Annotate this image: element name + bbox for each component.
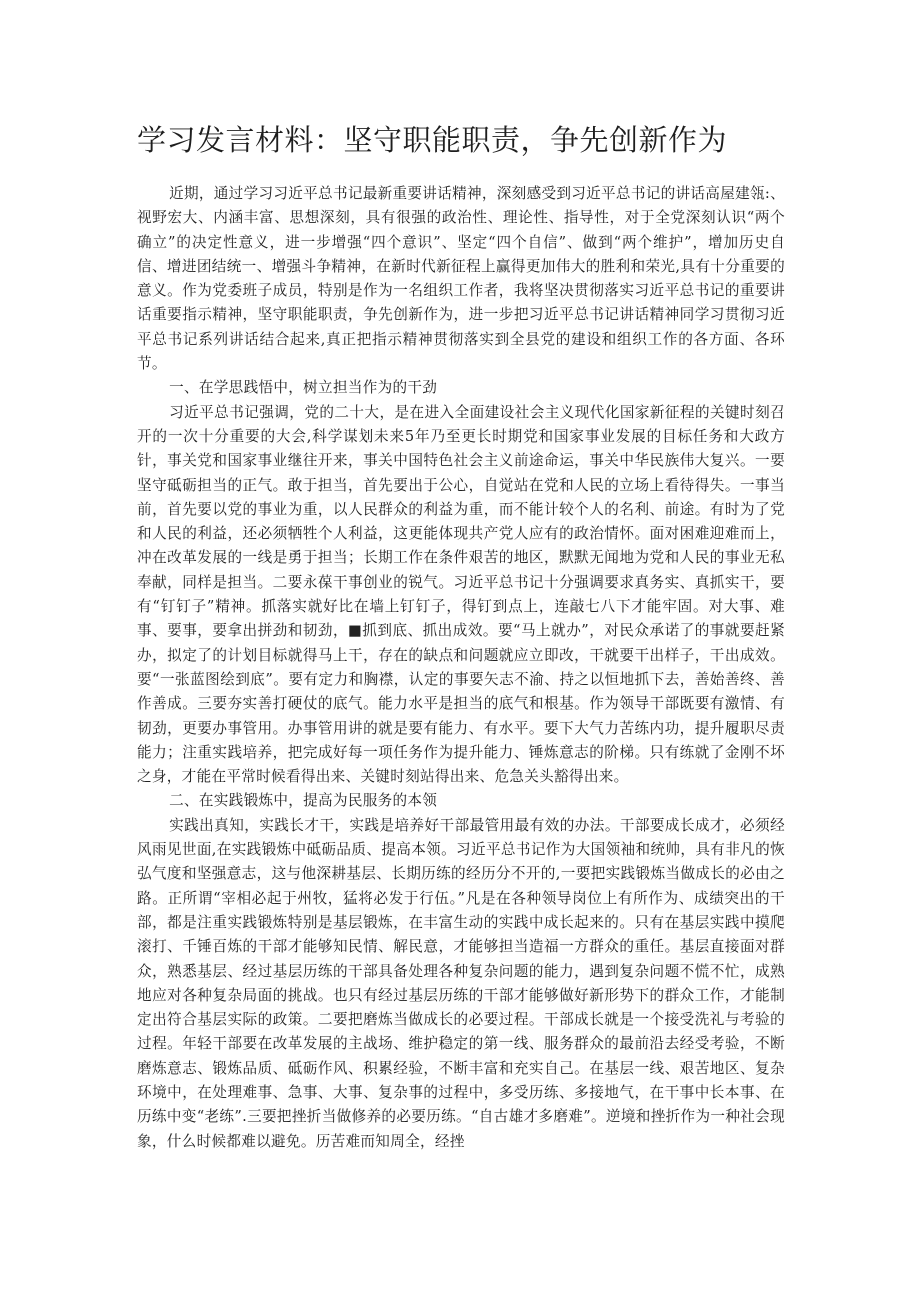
section-2-paragraph: 实践出真知，实践长才干，实践是培养好干部最管用最有效的办法。干部要成长成才，必须经风雨见世面,在实践锻炼中砥砺品质、提高本领。习近平总书记作为大国领袖和统帅，具有非凡的恢弘气度和坚强意志，这与他深耕基层、长期历练的经历分不开的,一要把实践锻炼当做成长的必由之路。正所谓“宰相必起于州牧，猛将必发于行伍。”凡是在各种领导岗位上有所作为、成绩突出的干部，都是注重实践锻炼特别是基层锻炼，在丰富生动的实践中成长起来的。只有在基层实践中摸爬滚打、千锤百炼的干部才能够知民情、解民意，才能够担当造福一方群众的重任。基层直接面对群众，熟悉基层、经过基层历练的干部具备处理各种复杂问题的能力，遇到复杂问题不慌不忙，成熟地应对各种复杂局面的挑战。也只有经过基层历练的干部才能够做好新形势下的群众工作，才能制定出符合基层实际的政策。二要把磨炼当做成长的必要过程。干部成长就是一个接受洗礼与考验的过程。年轻干部要在改革发展的主战场、维护稳定的第一线、服务群众的最前沿去经受考验，不断磨炼意志、锻炼品质、砥砺作风、积累经验，不断丰富和充实自己。在基层一线、艰苦地区、复杂环境中，在处理难事、急事、大事、复杂事的过程中，多受历练、多接地气，在干事中长本事、在历练中变“老练”.三要把挫折当做修养的必要历练。“自古雄才多磨难”。逆境和挫折作为一种社会现象，什么时候都难以避免。历苦难而知周全，经挫: [137, 816, 785, 1150]
document-page: [137, 118, 785, 1154]
document-title: 学习发言材料：坚守职能职责，争先创新作为: [137, 123, 728, 157]
section-1-paragraph: 习近平总书记强调，党的二十大，是在进入全面建设社会主义现代化国家新征程的关键时刻召开的一次十分重要的大会,科学谋划未来5年乃至更长时期党和国家事业发展的目标任务和大政方针，事关党和国家事业继往开来，事关中国特色社会主义前途命运，事关中华民族伟大复兴。一要坚守砥砺担当的正气。敢于担当，首先要出于公心，自觉站在党和人民的立场上看待得失。一事当前，首先要以党的事业为重，以人民群众的利益为重，而不能计较个人的名利、前途。有时为了党和人民的利益，还必须牺牲个人利益，这更能体现共产党人应有的政治情怀。面对困难迎难而上，冲在改革发展的一线是勇于担当；长期工作在条件艰苦的地区，默默无闻地为党和人民的事业无私奉献，同样是担当。二要永葆干事创业的锐气。习近平总书记十分强调要求真务实、真抓实干，要有“钉钉子”精神。抓落实就好比在墙上钉钉子，得钉到点上，连敲七八下才能牢固。对大事、难事、要事，要拿出拼劲和韧劲，■抓到底、抓出成效。要“马上就办”，对民众承诺了的事就要赶紧办，拟定了的计划目标就得马上干，存在的缺点和问题就应立即改，干就要干出样子，干出成效。要“一张蓝图绘到底”。要有定力和胸襟，认定的事要矢志不渝、持之以恒地抓下去，善始善终、善作善成。三要夯实善打硬仗的底气。能力水平是担当的底气和根基。作为领导干部既要有激情、有韧劲，更要办事管用。办事管用讲的就是要有能力、有水平。要下大气力苦练内功，提升履职尽责能力；注重实践培养，把完成好每一项任务作为提升能力、锤炼意志的阶梯。只有练就了金刚不坏之身，才能在平常时候看得出来、关键时刻站得出来、危急关头豁得出来。: [137, 403, 785, 786]
section-heading-2: 二、在实践锻炼中，提高为民服务的本领: [169, 792, 438, 810]
intro-paragraph: 近期，通过学习习近平总书记最新重要讲话精神，深刻感受到习近平总书记的讲话高屋建瓴:、视野宏大、内涵丰富、思想深刻，具有很强的政治性、理论性、指导性，对于全党深刻认识“两个确立”的决定性意义，进一步增强“四个意识”、坚定“四个自信”、做到“两个维护”，增加历史自信、增进团结统一、增强斗争精神，在新时代新征程上赢得更加伟大的胜利和荣光,具有十分重要的意义。作为党委班子成员，特别是作为一名组织工作者，我将坚决贯彻落实习近平总书记的重要讲话重要指示精神，坚守职能职责，争先创新作为，进一步把习近平总书记讲话精神同学习贯彻习近平总书记系列讲话结合起来,真正把指示精神贯彻落实到全县党的建设和组织工作的各方面、各环节。: [137, 185, 785, 373]
section-heading-1: 一、在学思践悟中，树立担当作为的干劲: [169, 379, 438, 397]
